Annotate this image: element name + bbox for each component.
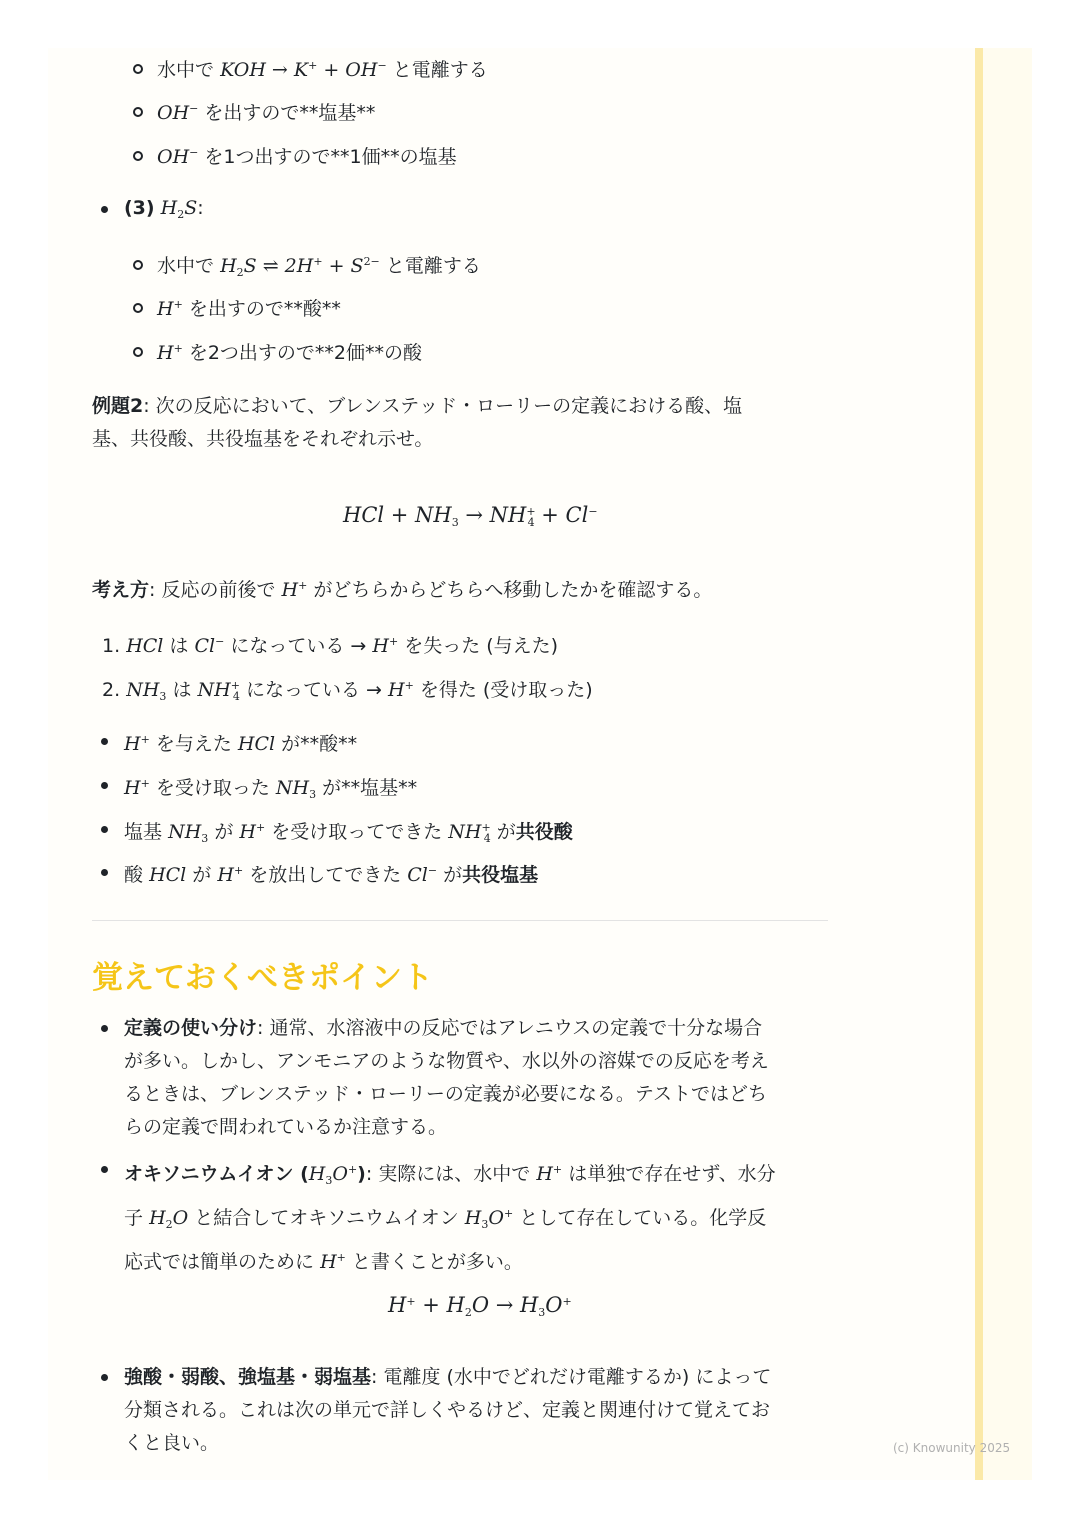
sub-bullet [133,64,143,74]
sub-bullet [133,303,143,313]
list-item: H+ を受け取った $NH_3$ が**塩基** [124,777,418,801]
text: 子 [124,1207,144,1229]
text: になっている → [230,635,367,657]
point-title: オキソニウムイオン ( [124,1163,309,1185]
text: を受け取った [155,777,270,799]
sub-bullet [133,347,143,357]
text: を出すので**酸** [188,298,341,320]
text: が [214,821,234,843]
text: と結合してオキソニウムイオン [194,1207,459,1229]
text: るときは、ブレンステッド・ローリーの定義が必要になる。テストではどち [124,1083,768,1105]
example-label: 例題2 [92,395,144,417]
list-item: H+ を出すので**酸** [157,298,341,320]
text: が**酸** [281,733,358,755]
text: : 反応の前後で [149,579,276,601]
text: : 通常、水溶液中の反応ではアレニウスの定義で十分な場合 [257,1017,763,1039]
point-title: 強酸・弱酸、強塩基・弱塩基 [124,1366,372,1388]
point-title: 定義の使い分け [124,1017,258,1039]
bullet [101,206,108,213]
text: は [172,679,192,701]
text: が**塩基** [322,777,418,799]
text: 基、共役酸、共役塩基をそれぞれ示せ。 [92,428,434,450]
list-item: H+ を2つ出すので**2価**の酸 [157,342,423,364]
text: が [443,864,463,886]
text: になっている → [245,679,382,701]
bullet [101,826,108,833]
text: が [192,864,212,886]
bullet [101,738,108,745]
text: と電離する [385,255,481,277]
text: が多い。しかし、アンモニアのような物質や、水以外の溶媒での反応を考え [124,1050,769,1072]
sub-bullet [133,107,143,117]
text: がどちらからどちらへ移動したかを確認する。 [313,579,713,601]
text: を与えた [155,733,232,755]
text: 酸 [124,864,144,886]
list-item: OH− を1つ出すので**1価**の塩基 [157,146,457,168]
text: 応式では簡単のために [124,1251,315,1273]
list-item: 酸 HCl が H+ を放出してできた Cl− が共役塩基 [124,864,539,886]
item-number: 1. [102,635,121,657]
bullet [101,782,108,789]
text: : 電離度 (水中でどれだけ電離するか) によって [371,1366,772,1388]
approach-label: 考え方 [92,579,150,601]
text: ) [357,1163,366,1185]
text: 塩基 [124,821,163,843]
example-paragraph [92,390,852,456]
bullet [101,1025,108,1032]
text: は単独で存在せず、水分 [568,1163,776,1185]
text: は [169,635,189,657]
bullet [101,1374,108,1381]
ordered-item: 2. $NH_3$ は $NH^+_4$ になっている → H+ を得た (受け取った) [102,679,593,703]
section-heading: 覚えておくべきポイント [92,960,433,996]
text: : 実際には、水中で [365,1163,531,1185]
list-item: 水中で KOH → K+ + OH− と電離する [157,59,488,81]
text: くと良い。 [124,1432,220,1454]
text: と書くことが多い。 [351,1251,523,1273]
text: を放出してできた [249,864,402,886]
point-paragraph [124,1012,844,1144]
bullet [101,1166,108,1173]
text: が [496,821,516,843]
text: を受け取ってできた [271,821,443,843]
text: を1つ出すので**1価**の塩基 [204,146,457,168]
copyright-footer: (c) Knowunity 2025 [893,1441,1011,1455]
text: 分類される。これは次の単元で詳しくやるけど、定義と関連付けて覚えてお [124,1399,771,1421]
sub-bullet [133,151,143,161]
list-item: 塩基 $NH_3$ が H+ を受け取ってできた $NH^+_4$ が共役酸 [124,821,573,845]
conjugate-acid-term: 共役酸 [515,821,573,843]
text: を2つ出すので**2価**の酸 [188,342,423,364]
sub-bullet [133,260,143,270]
text: らの定義で問われているか注意する。 [124,1116,448,1138]
text: を得た (受け取った) [419,679,593,701]
text: を出すので**塩基** [204,102,376,124]
item-label: (3) [124,197,155,219]
bullet [101,869,108,876]
equation: H+ + H2O → H3O+ [388,1293,572,1319]
ordered-item: 1. HCl は Cl− になっている → H+ を失った (与えた) [102,635,559,657]
text: 水中で [157,255,215,277]
text: として存在している。化学反 [519,1207,767,1229]
list-item: H+ を与えた HCl が**酸** [124,733,358,755]
list-item: 水中で $H_2S$ ⇌ $2H^+ + S^{2-}$ と電離する [157,255,481,279]
equation: HCl + NH3 → NH+4 + Cl− [343,503,598,529]
text: : 次の反応において、ブレンステッド・ローリーの定義における酸、塩 [143,395,743,417]
conjugate-base-term: 共役塩基 [462,864,539,886]
list-item: OH− を出すので**塩基** [157,102,376,124]
point-paragraph [124,1361,844,1460]
margin-stripe [975,48,983,1480]
divider [92,920,828,921]
list-item: (3) $H_2S$: [124,197,204,221]
point-paragraph: オキソニウムイオン $(H_3O^+)$: 実際には、水中で H+ は単独で存在せず、水分 子 $H_2O$ と結合してオキソニウムイオン $H_3O^+$ として存在している。化学反 応式では簡単のために H+ と書くことが多い。 [124,1163,776,1273]
item-number: 2. [102,679,121,701]
text: 水中で [157,59,215,81]
margin-panel [983,48,1032,1480]
approach-paragraph: 考え方: 反応の前後で H+ がどちらからどちらへ移動したかを確認する。 [92,579,713,601]
text: と電離する [392,59,488,81]
text: を失った (与えた) [404,635,559,657]
